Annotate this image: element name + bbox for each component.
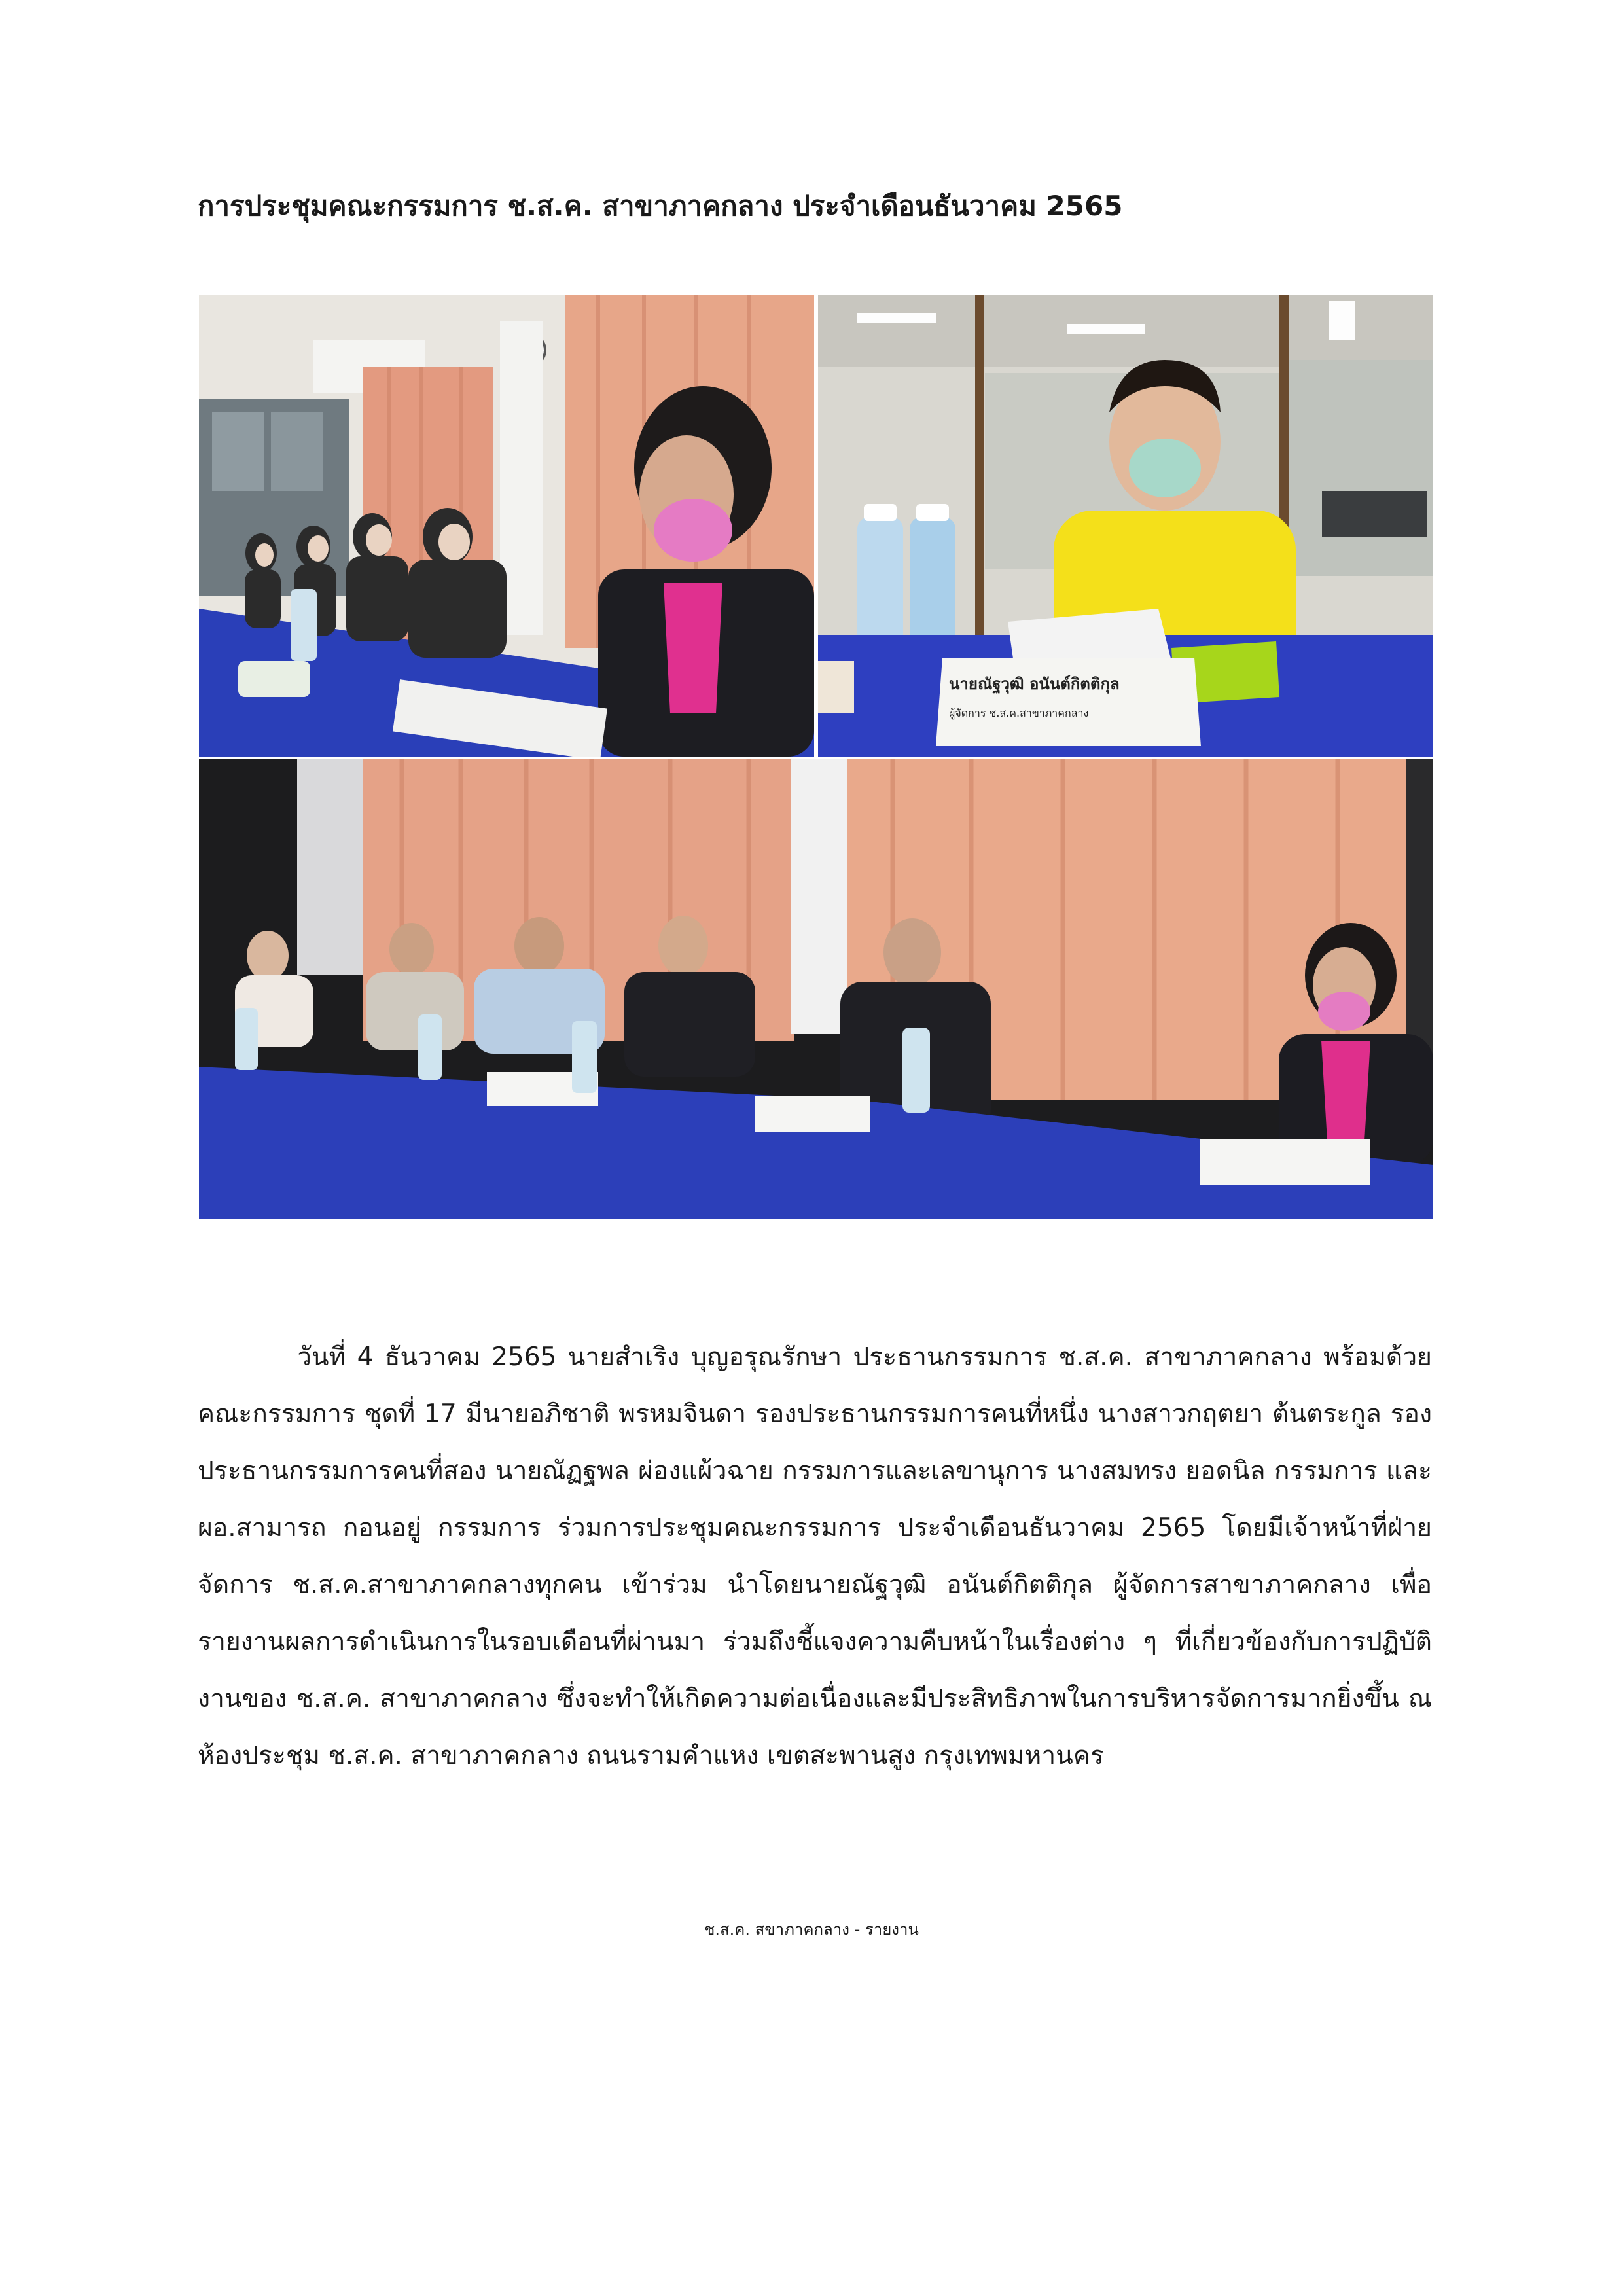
nameplate (949, 671, 1191, 722)
document-body (198, 1329, 1432, 1784)
photo-collage (199, 295, 1433, 1219)
meeting-photo-manager (818, 295, 1433, 757)
nameplate-name: นายณัฐวุฒิ อนันต์กิตติกุล (949, 675, 1120, 693)
meeting-photo-committee-row (199, 295, 814, 757)
nameplate-title: ผู้จัดการ ช.ส.ค.สาขาภาคกลาง (949, 707, 1089, 719)
document-title: การประชุมคณะกรรมการ ช.ส.ค. สาขาภาคกลาง ประจำเดือนธันวาคม 2565 (198, 190, 1123, 222)
body-paragraph: วันที่ 4 ธันวาคม 2565 นายสำเริง บุญอรุณรักษา ประธานกรรมการ ช.ส.ค. สาขาภาคกลาง พร้อมด้วยคณะกรรมการ ชุดที่ 17 มีนายอภิชาติ พรหมจินดา รองประธานกรรมการคนที่หนึ่ง นางสาวกฤตยา ต้นตระกูล รองประธานกรรมการคนที่สอง นายณัฏฐพล ผ่องแผ้วฉาย กรรมการและเลขานุการ นางสมทรง ยอดนิล กรรมการ และ ผอ.สามารถ กอนอยู่ กรรมการ ร่วมการประชุมคณะกรรมการ ประจำเดือนธันวาคม 2565 โดยมีเจ้าหน้าที่ฝ่ายจัดการ ช.ส.ค.สาขาภาคกลางทุกคน เข้าร่วม นำโดยนายณัฐวุฒิ อนันต์กิตติกุล ผู้จัดการสาขาภาคกลาง เพื่อรายงานผลการดำเนินการในรอบเดือนที่ผ่านมา ร่วมถึงชี้แจงความคืบหน้าในเรื่องต่าง ๆ ที่เกี่ยวข้องกับการปฏิบัติงานของ ช.ส.ค. สาขาภาคกลาง ซึ่งจะทำให้เกิดความต่อเนื่องและมีประสิทธิภาพในการบริหารจัดการมากยิ่งขึ้น ณ ห้องประชุม ช.ส.ค. สาขาภาคกลาง ถนนรามคำแหง เขตสะพานสูง กรุงเทพมหานคร (198, 1342, 1432, 1770)
meeting-photo-wide-table (199, 759, 1433, 1219)
document-footer: ช.ส.ค. สขาภาคกลาง - รายงาน (704, 1920, 919, 1939)
